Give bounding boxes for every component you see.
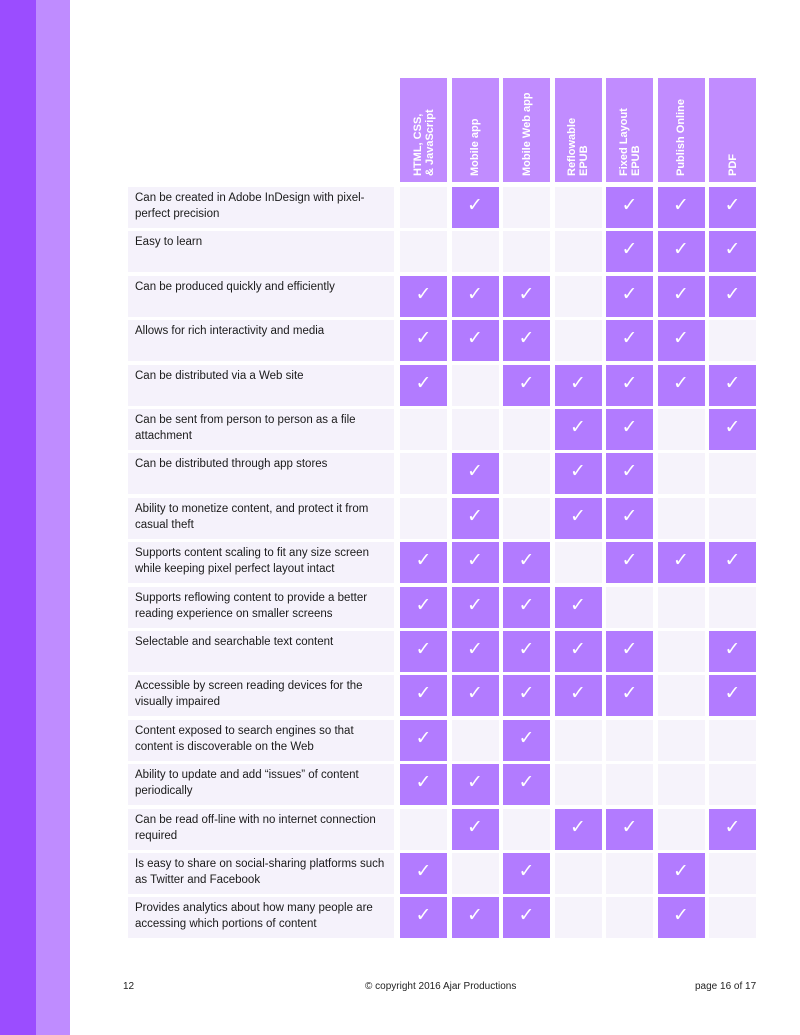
checkmark-icon: ✓ (415, 861, 432, 882)
checkmark-icon: ✓ (621, 639, 638, 660)
check-cell-empty (452, 409, 499, 450)
row-feature-label: Can be sent from person to person as a file attachment (128, 409, 394, 450)
checkmark-icon: ✓ (518, 639, 535, 660)
row-feature-label: Supports reflowing content to provide a better reading experience on smaller screens (128, 587, 394, 628)
checkmark-icon: ✓ (467, 195, 483, 216)
check-cell-yes (503, 853, 550, 894)
checkmark-icon: ✓ (518, 594, 535, 616)
check-cell-yes (709, 187, 756, 228)
column-header-5 (658, 78, 705, 182)
row-feature-label: Selectable and searchable text content (128, 631, 394, 672)
checkmark-icon: ✓ (673, 905, 689, 927)
check-cell-empty (452, 365, 499, 406)
check-cell-empty (400, 187, 447, 228)
check-cell-yes (400, 276, 447, 317)
checkmark-icon: ✓ (621, 372, 638, 394)
checkmark-icon: ✓ (673, 550, 689, 572)
column-header-label: Fixed Layout EPUB (617, 108, 642, 176)
table-header-row (128, 78, 755, 184)
check-cell-empty (400, 498, 447, 539)
check-cell-yes (400, 720, 447, 761)
checkmark-icon: ✓ (724, 283, 741, 305)
checkmark-icon: ✓ (518, 727, 535, 749)
check-cell-empty (400, 409, 447, 450)
checkmark-icon: ✓ (724, 639, 741, 660)
check-cell-yes (503, 764, 550, 805)
row-feature-label: Is easy to share on social-sharing platforms such as Twitter and Facebook (128, 853, 394, 894)
table-row (128, 764, 755, 805)
table-row (128, 498, 755, 539)
check-cell-empty (555, 720, 602, 761)
checkmark-icon: ✓ (570, 683, 586, 705)
check-cell-empty (658, 675, 705, 716)
checkmark-icon: ✓ (415, 772, 432, 794)
checkmark-icon: ✓ (467, 283, 483, 305)
row-feature-label: Supports content scaling to fit any size screen while keeping pixel perfect layout intact (128, 542, 394, 583)
column-header-3 (555, 78, 602, 182)
table-row (128, 897, 755, 938)
check-cell-empty (606, 764, 653, 805)
check-cell-yes (658, 231, 705, 272)
row-feature-label: Easy to learn (128, 231, 394, 272)
check-cell-yes (606, 409, 653, 450)
check-cell-yes (400, 542, 447, 583)
check-cell-yes (555, 498, 602, 539)
check-cell-yes (503, 675, 550, 716)
checkmark-icon: ✓ (467, 550, 483, 572)
row-feature-label: Ability to update and add “issues” of content periodically (128, 764, 394, 805)
check-cell-yes (606, 187, 653, 228)
table-row (128, 587, 755, 628)
check-cell-yes (503, 720, 550, 761)
check-cell-empty (709, 587, 756, 628)
check-cell-empty (709, 764, 756, 805)
check-cell-yes (452, 453, 499, 494)
column-header-label: Mobile Web app (520, 92, 533, 176)
check-cell-yes (555, 809, 602, 850)
check-cell-empty (400, 231, 447, 272)
check-cell-empty (709, 453, 756, 494)
checkmark-icon: ✓ (518, 328, 535, 350)
checkmark-icon: ✓ (570, 594, 586, 616)
checkmark-icon: ✓ (467, 505, 483, 527)
check-cell-yes (606, 631, 653, 672)
check-cell-empty (452, 853, 499, 894)
checkmark-icon: ✓ (570, 417, 586, 438)
row-feature-label: Provides analytics about how many people are accessing which portions of content (128, 897, 394, 938)
table-row (128, 675, 755, 716)
check-cell-yes (503, 320, 550, 361)
checkmark-icon: ✓ (467, 639, 483, 660)
check-cell-yes (555, 365, 602, 406)
checkmark-icon: ✓ (467, 816, 483, 838)
check-cell-yes (709, 276, 756, 317)
column-header-label: Publish Online (675, 98, 687, 176)
check-cell-yes (606, 809, 653, 850)
checkmark-icon: ✓ (724, 683, 741, 705)
check-cell-empty (555, 231, 602, 272)
check-cell-empty (400, 809, 447, 850)
column-header-label: HTML, CSS, & JavaScript (411, 109, 436, 176)
check-cell-empty (658, 631, 705, 672)
check-cell-empty (503, 409, 550, 450)
check-cell-empty (658, 498, 705, 539)
table-row (128, 809, 755, 850)
checkmark-icon: ✓ (621, 417, 638, 438)
check-cell-yes (658, 320, 705, 361)
checkmark-icon: ✓ (673, 861, 689, 882)
table-row (128, 542, 755, 583)
check-cell-yes (606, 365, 653, 406)
check-cell-yes (503, 542, 550, 583)
check-cell-empty (658, 764, 705, 805)
row-feature-label: Can be created in Adobe InDesign with pixel-perfect precision (128, 187, 394, 228)
row-feature-label: Accessible by screen reading devices for the visually impaired (128, 675, 394, 716)
check-cell-empty (452, 720, 499, 761)
checkmark-icon: ✓ (673, 328, 689, 350)
row-feature-label: Content exposed to search engines so that content is discoverable on the Web (128, 720, 394, 761)
checkmark-icon: ✓ (415, 727, 432, 749)
check-cell-yes (452, 897, 499, 938)
checkmark-icon: ✓ (724, 195, 741, 216)
checkmark-icon: ✓ (673, 239, 689, 261)
table-row (128, 853, 755, 894)
check-cell-yes (606, 231, 653, 272)
table-row (128, 231, 755, 272)
checkmark-icon: ✓ (570, 372, 586, 394)
check-cell-empty (400, 453, 447, 494)
check-cell-empty (555, 187, 602, 228)
checkmark-icon: ✓ (621, 328, 638, 350)
check-cell-yes (658, 187, 705, 228)
check-cell-empty (555, 897, 602, 938)
check-cell-yes (709, 809, 756, 850)
check-cell-yes (452, 187, 499, 228)
check-cell-yes (400, 587, 447, 628)
check-cell-empty (606, 587, 653, 628)
check-cell-empty (555, 853, 602, 894)
check-cell-empty (658, 587, 705, 628)
check-cell-yes (709, 542, 756, 583)
checkmark-icon: ✓ (415, 328, 432, 350)
left-margin-band-light (36, 0, 70, 1035)
checkmark-icon: ✓ (621, 816, 638, 838)
checkmark-icon: ✓ (724, 372, 741, 394)
checkmark-icon: ✓ (415, 905, 432, 927)
check-cell-yes (606, 453, 653, 494)
column-header-label: Reflowable EPUB (566, 117, 590, 176)
check-cell-empty (503, 453, 550, 494)
table-row (128, 453, 755, 494)
row-feature-label: Allows for rich interactivity and media (128, 320, 394, 361)
check-cell-yes (606, 675, 653, 716)
check-cell-empty (709, 498, 756, 539)
checkmark-icon: ✓ (673, 372, 689, 394)
table-row (128, 320, 755, 361)
checkmark-icon: ✓ (621, 505, 638, 527)
check-cell-yes (555, 409, 602, 450)
check-cell-yes (709, 231, 756, 272)
check-cell-empty (606, 853, 653, 894)
check-cell-empty (503, 809, 550, 850)
footer-small-page-number: 12 (123, 981, 135, 992)
checkmark-icon: ✓ (673, 283, 689, 305)
column-header-0 (400, 78, 447, 182)
table-row (128, 365, 755, 406)
row-feature-label: Can be read off-line with no internet connection required (128, 809, 394, 850)
check-cell-yes (400, 365, 447, 406)
column-header-label: Mobile app (469, 118, 481, 176)
row-feature-label: Can be produced quickly and efficiently (128, 276, 394, 317)
check-cell-yes (503, 365, 550, 406)
check-cell-empty (606, 897, 653, 938)
check-cell-yes (400, 764, 447, 805)
checkmark-icon: ✓ (518, 283, 535, 305)
checkmark-icon: ✓ (467, 772, 483, 794)
check-cell-yes (452, 631, 499, 672)
footer-page-indicator: page 16 of 17 (695, 981, 757, 992)
checkmark-icon: ✓ (518, 550, 535, 572)
checkmark-icon: ✓ (467, 594, 483, 616)
check-cell-yes (400, 897, 447, 938)
check-cell-yes (400, 853, 447, 894)
checkmark-icon: ✓ (467, 905, 483, 927)
checkmark-icon: ✓ (518, 861, 535, 882)
check-cell-yes (658, 897, 705, 938)
column-header-label: PDF (726, 154, 739, 176)
checkmark-icon: ✓ (621, 683, 638, 705)
checkmark-icon: ✓ (724, 550, 741, 572)
footer-copyright: © copyright 2016 Ajar Productions (365, 981, 517, 992)
row-feature-label: Can be distributed through app stores (128, 453, 394, 494)
check-cell-yes (709, 409, 756, 450)
checkmark-icon: ✓ (518, 772, 535, 794)
column-header-6 (709, 78, 756, 182)
check-cell-empty (709, 320, 756, 361)
check-cell-yes (606, 320, 653, 361)
check-cell-yes (452, 764, 499, 805)
table-row (128, 276, 755, 317)
checkmark-icon: ✓ (724, 239, 741, 261)
check-cell-yes (658, 542, 705, 583)
check-cell-yes (452, 587, 499, 628)
check-cell-empty (658, 409, 705, 450)
check-cell-empty (709, 853, 756, 894)
check-cell-yes (606, 276, 653, 317)
checkmark-icon: ✓ (518, 905, 535, 927)
checkmark-icon: ✓ (621, 461, 638, 483)
check-cell-yes (606, 498, 653, 539)
check-cell-yes (452, 675, 499, 716)
check-cell-yes (400, 320, 447, 361)
checkmark-icon: ✓ (415, 550, 432, 572)
check-cell-empty (658, 809, 705, 850)
check-cell-yes (555, 675, 602, 716)
check-cell-empty (658, 453, 705, 494)
check-cell-yes (503, 587, 550, 628)
check-cell-yes (555, 587, 602, 628)
checkmark-icon: ✓ (570, 816, 586, 838)
check-cell-yes (452, 498, 499, 539)
check-cell-yes (658, 276, 705, 317)
checkmark-icon: ✓ (724, 417, 741, 438)
check-cell-empty (555, 764, 602, 805)
table-row (128, 409, 755, 450)
table-row (128, 187, 755, 228)
check-cell-yes (503, 276, 550, 317)
check-cell-yes (503, 897, 550, 938)
checkmark-icon: ✓ (621, 283, 638, 305)
check-cell-yes (452, 542, 499, 583)
check-cell-yes (658, 365, 705, 406)
check-cell-empty (503, 187, 550, 228)
table-row (128, 720, 755, 761)
check-cell-yes (555, 453, 602, 494)
column-header-4 (606, 78, 653, 182)
checkmark-icon: ✓ (467, 328, 483, 350)
checkmark-icon: ✓ (415, 594, 432, 616)
check-cell-yes (555, 631, 602, 672)
check-cell-yes (503, 631, 550, 672)
check-cell-empty (606, 720, 653, 761)
check-cell-empty (503, 231, 550, 272)
check-cell-yes (400, 631, 447, 672)
checkmark-icon: ✓ (518, 683, 535, 705)
check-cell-yes (452, 276, 499, 317)
check-cell-empty (555, 542, 602, 583)
check-cell-empty (658, 720, 705, 761)
checkmark-icon: ✓ (621, 239, 638, 261)
checkmark-icon: ✓ (415, 283, 432, 305)
column-header-2 (503, 78, 550, 182)
checkmark-icon: ✓ (621, 195, 638, 216)
check-cell-yes (709, 631, 756, 672)
checkmark-icon: ✓ (724, 816, 741, 838)
check-cell-yes (452, 320, 499, 361)
check-cell-yes (658, 853, 705, 894)
checkmark-icon: ✓ (415, 639, 432, 660)
check-cell-yes (452, 809, 499, 850)
checkmark-icon: ✓ (467, 683, 483, 705)
check-cell-yes (709, 365, 756, 406)
checkmark-icon: ✓ (415, 683, 432, 705)
checkmark-icon: ✓ (518, 372, 535, 394)
check-cell-empty (452, 231, 499, 272)
row-feature-label: Ability to monetize content, and protect it from casual theft (128, 498, 394, 539)
checkmark-icon: ✓ (570, 639, 586, 660)
left-margin-band-dark (0, 0, 36, 1035)
check-cell-empty (503, 498, 550, 539)
checkmark-icon: ✓ (570, 461, 586, 483)
check-cell-empty (555, 276, 602, 317)
check-cell-empty (555, 320, 602, 361)
check-cell-empty (709, 897, 756, 938)
check-cell-yes (606, 542, 653, 583)
check-cell-yes (709, 675, 756, 716)
check-cell-yes (400, 675, 447, 716)
checkmark-icon: ✓ (570, 505, 586, 527)
row-feature-label: Can be distributed via a Web site (128, 365, 394, 406)
checkmark-icon: ✓ (467, 461, 483, 483)
column-header-1 (452, 78, 499, 182)
check-cell-empty (709, 720, 756, 761)
checkmark-icon: ✓ (673, 195, 689, 216)
checkmark-icon: ✓ (415, 372, 432, 394)
checkmark-icon: ✓ (621, 550, 638, 572)
table-row (128, 631, 755, 672)
